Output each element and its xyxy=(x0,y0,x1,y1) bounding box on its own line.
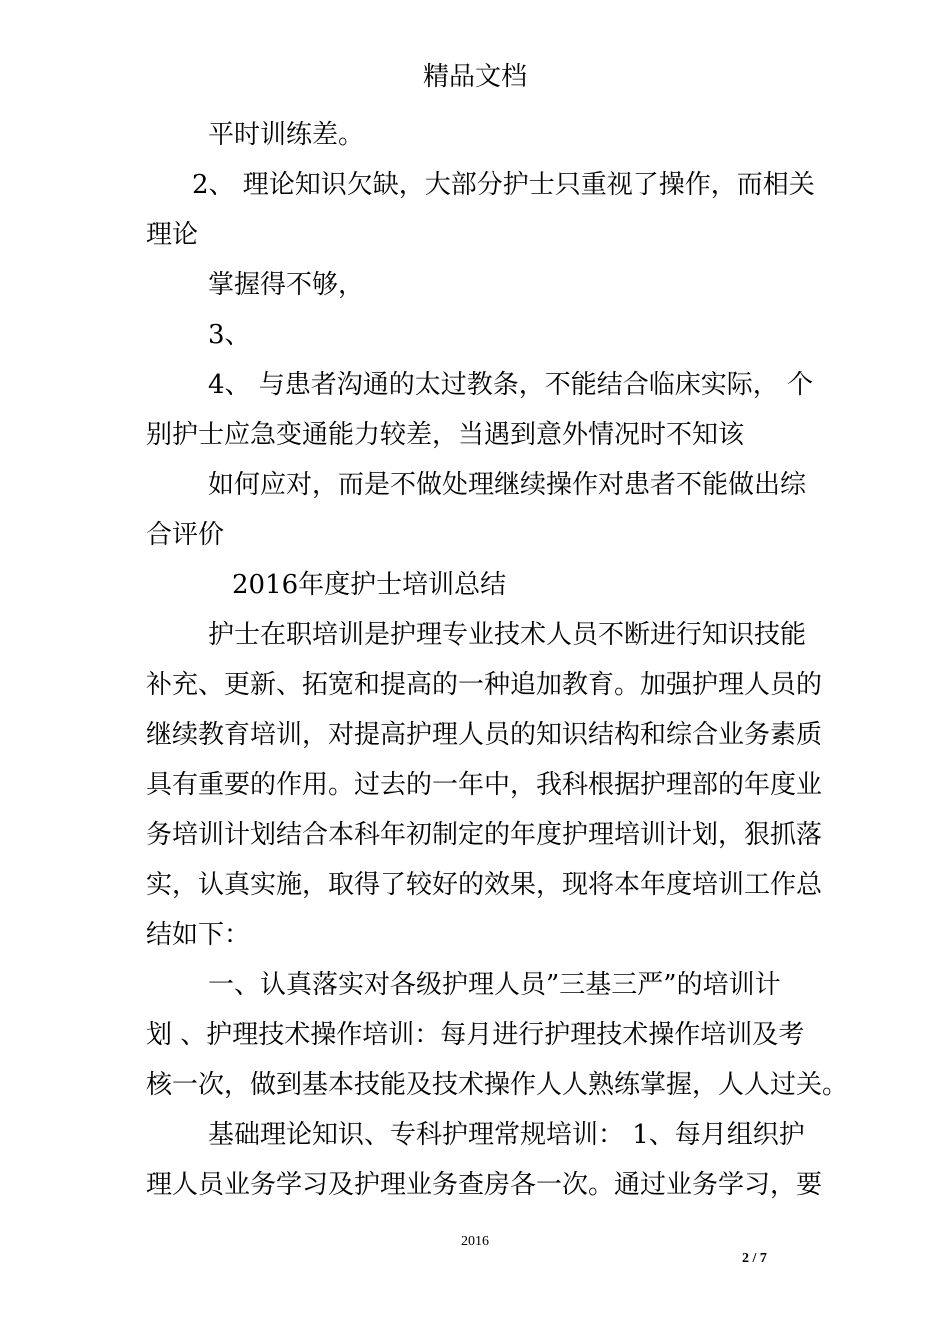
text-line: 划 、护理技术操作培训：每月进行护理技术操作培训及考 xyxy=(146,1020,805,1050)
text-line: 3、 xyxy=(208,320,251,350)
text-line: 结如下： xyxy=(146,920,251,950)
text-line: 核一次，做到基本技能及技术操作人人熟练掌握，人人过关。 xyxy=(146,1070,849,1100)
page-footer-text: 2016 xyxy=(461,1234,489,1249)
text-line: 护士在职培训是护理专业技术人员不断进行知识技能 xyxy=(208,620,807,650)
text-line: 如何应对，而是不做处理继续操作对患者不能做出综 xyxy=(208,470,807,500)
text-line: 平时训练差。 xyxy=(208,120,365,150)
text-line: 掌握得不够， xyxy=(208,270,365,300)
text-line: 继续教育培训，对提高护理人员的知识结构和综合业务素质 xyxy=(146,720,823,750)
text-line: 一、认真落实对各级护理人员”三基三严”的培训计 xyxy=(208,970,781,1000)
text-line: 合评价 xyxy=(146,520,225,550)
text-line: 实，认真实施，取得了较好的效果，现将本年度培训工作总 xyxy=(146,870,823,900)
text-line: 基础理论知识、专科护理常规培训： 1、每月组织护 xyxy=(208,1120,805,1150)
page-number: 2 / 7 xyxy=(742,1251,767,1266)
text-line: 别护士应急变通能力较差，当遇到意外情况时不知该 xyxy=(146,420,745,450)
text-line: 2、 理论知识欠缺，大部分护士只重视了操作，而相关 xyxy=(192,170,815,200)
page-header-title: 精品文档 xyxy=(422,62,527,92)
text-line: 补充、更新、拓宽和提高的一种追加教育。加强护理人员的 xyxy=(146,670,823,700)
text-line: 理论 xyxy=(146,220,199,250)
text-line: 理人员业务学习及护理业务查房各一次。通过业务学习，要 xyxy=(146,1170,823,1200)
section-heading: 2016年度护士培训总结 xyxy=(232,570,507,600)
text-line: 4、 与患者沟通的太过教条，不能结合临床实际， 个 xyxy=(208,370,814,400)
text-line: 务培训计划结合本科年初制定的年度护理培训计划，狠抓落 xyxy=(146,820,823,850)
text-line: 具有重要的作用。过去的一年中，我科根据护理部的年度业 xyxy=(146,770,823,800)
